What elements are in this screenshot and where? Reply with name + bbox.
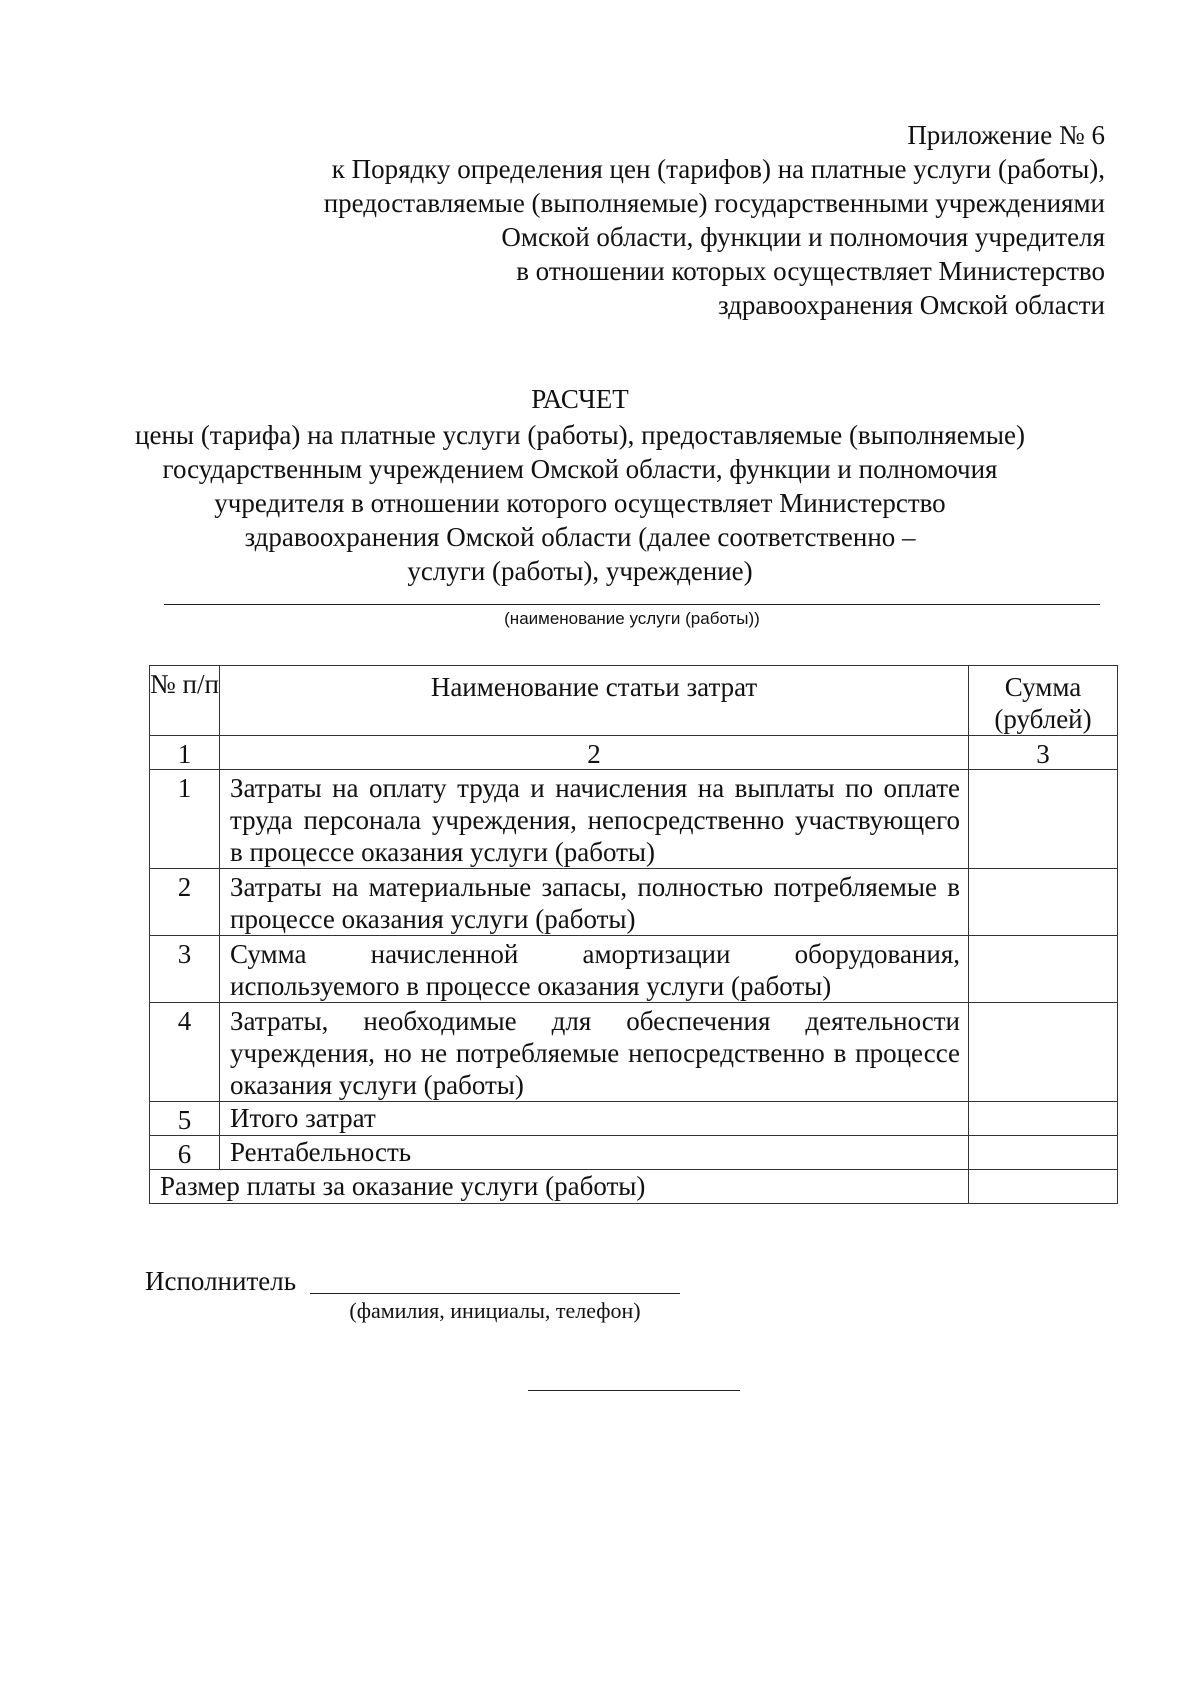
- row-number: 3: [150, 936, 220, 1003]
- table-row: [150, 1136, 1118, 1170]
- appendix-header: [205, 118, 1105, 322]
- table-total-row: [150, 1170, 1118, 1204]
- table-row: [150, 770, 1118, 869]
- end-divider: [528, 1390, 740, 1391]
- subtitle-line: цены (тарифа) на платные услуги (работы), предоставляемые (выполняемые): [135, 420, 1025, 450]
- total-label: Размер платы за оказание услуги (работы): [150, 1170, 969, 1204]
- cost-item-sum[interactable]: [969, 869, 1118, 936]
- header-sum: Сумма (рублей): [969, 666, 1118, 736]
- table-row: [150, 1003, 1118, 1102]
- appendix-line: Омской области, функции и полномочия учредителя: [501, 222, 1105, 252]
- column-number-row: [150, 736, 1118, 770]
- cost-item-name: Затраты на материальные запасы, полностью потребляемые в процессе оказания услуги (работы): [220, 869, 969, 936]
- table-row: [150, 1102, 1118, 1136]
- cost-item-sum[interactable]: [969, 1136, 1118, 1170]
- appendix-line: к Порядку определения цен (тарифов) на платные услуги (работы),: [331, 154, 1105, 184]
- header-name: Наименование статьи затрат: [220, 666, 969, 736]
- executor-label: Исполнитель: [145, 1266, 297, 1296]
- column-number: 2: [220, 736, 969, 770]
- cost-item-name: Итого затрат: [220, 1102, 969, 1136]
- cost-item-name: Затраты на оплату труда и начисления на выплаты по оплате труда персонала учреждения, непосредственно участвующего в процессе оказания услуги (работы): [220, 770, 969, 869]
- row-number: 1: [150, 770, 220, 869]
- appendix-line: в отношении которых осуществляет Министерство: [516, 256, 1105, 286]
- appendix-line: здравоохранения Омской области: [717, 290, 1105, 320]
- cost-item-sum[interactable]: [969, 770, 1118, 869]
- appendix-number: Приложение № 6: [907, 120, 1105, 150]
- cost-item-name: Рентабельность: [220, 1136, 969, 1170]
- subtitle-line: здравоохранения Омской области (далее соответственно –: [244, 522, 916, 552]
- subtitle-line: учредителя в отношении которого осуществляет Министерство: [214, 488, 946, 518]
- cost-item-name: Сумма начисленной амортизации оборудования, используемого в процессе оказания услуги (работы): [220, 936, 969, 1003]
- table-header-row: [150, 666, 1118, 736]
- total-sum[interactable]: [969, 1170, 1118, 1204]
- service-name-fill-line[interactable]: [164, 604, 1100, 605]
- table-row: [150, 936, 1118, 1003]
- appendix-line: предоставляемые (выполняемые) государственными учреждениями: [323, 188, 1105, 218]
- cost-item-sum[interactable]: [969, 1003, 1118, 1102]
- column-number: 1: [150, 736, 220, 770]
- subtitle-line: услуги (работы), учреждение): [407, 556, 753, 586]
- cost-item-sum[interactable]: [969, 936, 1118, 1003]
- cost-item-name: Затраты, необходимые для обеспечения деятельности учреждения, но не потребляемые непосредственно в процессе оказания услуги (работы): [220, 1003, 969, 1102]
- table-row: [150, 869, 1118, 936]
- service-name-caption: (наименование услуги (работы)): [504, 609, 760, 628]
- row-number: 4: [150, 1003, 220, 1102]
- header-no: № п/п: [150, 666, 220, 736]
- document-title: РАСЧЕТ: [531, 384, 629, 414]
- cost-calculation-table: [149, 665, 1118, 1204]
- executor-caption: (фамилия, инициалы, телефон): [349, 1298, 641, 1323]
- row-number: 6: [150, 1136, 220, 1170]
- subtitle-line: государственным учреждением Омской области, функции и полномочия: [162, 454, 998, 484]
- row-number: 5: [150, 1102, 220, 1136]
- column-number: 3: [969, 736, 1118, 770]
- executor-fill-line[interactable]: [310, 1293, 680, 1294]
- cost-item-sum[interactable]: [969, 1102, 1118, 1136]
- row-number: 2: [150, 869, 220, 936]
- document-subtitle: [130, 418, 1030, 588]
